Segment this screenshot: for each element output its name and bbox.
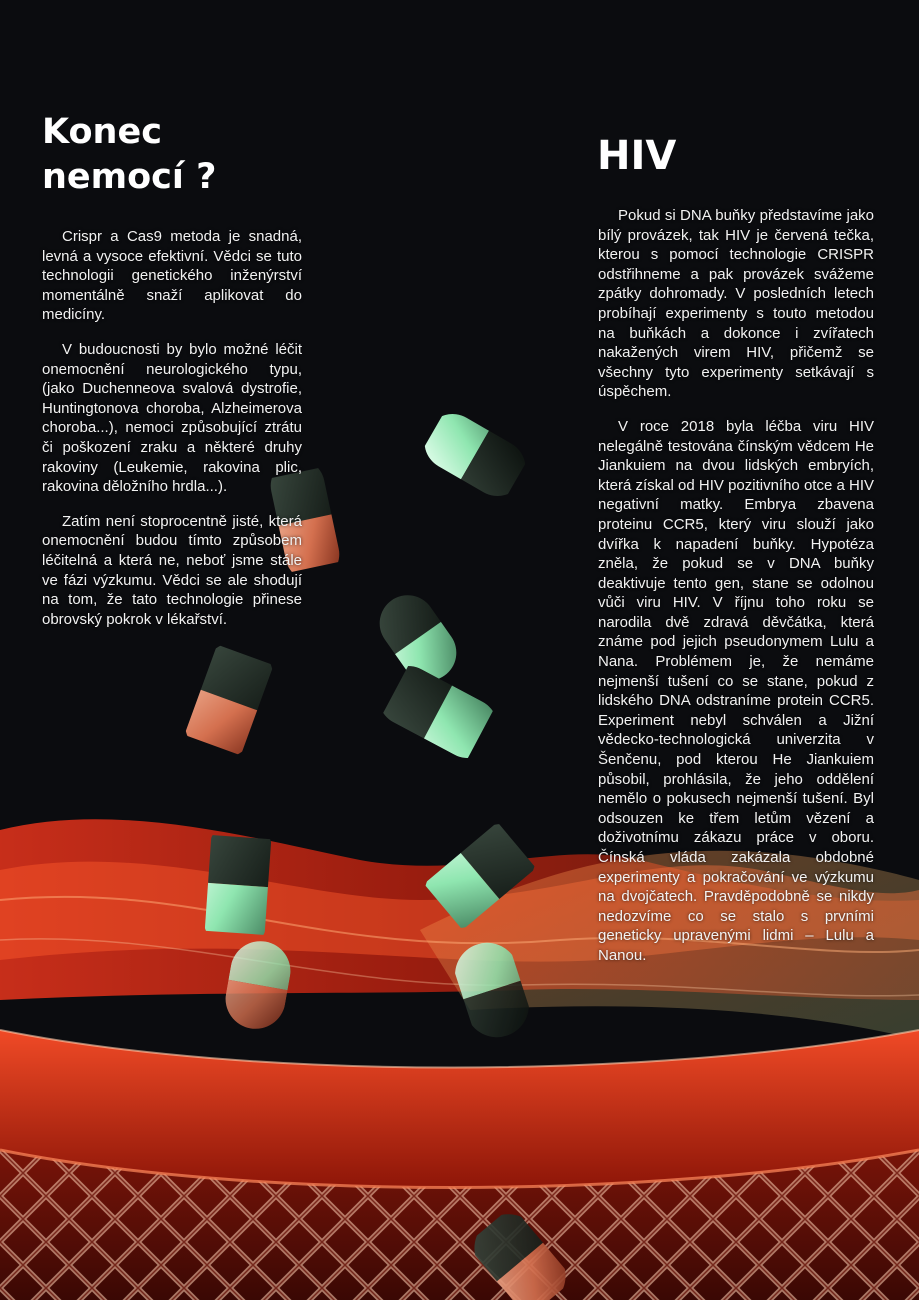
section-title-hiv: HIV <box>597 133 677 179</box>
right-paragraph-2: V roce 2018 byla léčba viru HIV nelegálně testována čínským vědcem He Jiankuiem na dvou lidských embryích, která získal od HIV pozitivního otce a HIV negativní matky. Embrya zbavena proteinu CCR5, který viru slouží jako dvířka k napadení buňky. Hypotéza zněla, že pokud se v DNA buňky deaktivuje tento gen, stane se odolnou vůči viru HIV. V říjnu toho roku se narodila dvě zdravá děvčátka, která známe pod jejich pseudonymem Lulu a Nana. Problémem je, že nemáme nejmenší tušení co se stane, pokud z lidského DNA odstraníme protein CCR5. Experiment nebyl schválen a Jižní vědecko-technologická univerzita v Šenčenu, pod kterou He Jiankuiem působil, prohlásila, že jeho oddělení nemělo o pokusech nejmenší tušení. Byl odsouzen ke třem letům vězení a doživotnímu zákazu práce v oboru. Čínská vláda zakázala obdobné experimenty a pokračování ve výzkumu na dvojčatech. Pravděpodobně se nikdy nedozvíme co se stalo s prvními geneticky upravenými lidmi – Lulu a Nanou. <box>598 417 874 964</box>
right-column <box>598 206 874 981</box>
title-line-2: nemocí ? <box>42 157 217 197</box>
left-paragraph-2: V budoucnosti by bylo možné léčit onemocnění neurologického typu, (jako Duchenneova svalová dystrofie, Huntingtonova choroba, Alzheimerova choroba...), nemoci způsobující ztrátu či poškození zraku a některé druhy rakoviny (Leukemie, rakovina plic, rakovina děložního hrdla...). <box>42 340 302 496</box>
capsule <box>175 631 284 768</box>
title-line-1: Konec <box>42 112 162 152</box>
left-paragraph-1: Crispr a Cas9 metoda je snadná, levná a vysoce efektivní. Vědci se tuto technologii genetického inženýrství momentálně snaží aplikovat do medicíny. <box>42 228 302 324</box>
right-paragraph-1: Pokud si DNA buňky představíme jako bílý provázek, tak HIV je červená tečka, kterou s pomocí technologie CRISPR odstřihneme a pak provázek svážeme zpátky dohromady. V posledních letech probíhají experimenty s touto metodou na buňkách a dokonce i zvířatech nakažených virem HIV, přičemž se všechny tyto experimenty setkávají s úspěchem. <box>598 207 874 401</box>
article-title <box>42 110 302 200</box>
left-column <box>42 227 302 644</box>
capsule <box>414 404 536 506</box>
left-paragraph-3: Zatím není stoprocentně jisté, která onemocnění budou tímto způsobem léčitelná a která ne, neboť jsme stále ve fázi výzkumu. Vědci se ale shodují na tom, že tato technologie přinese obrovský pokrok v lékařství. <box>42 512 302 628</box>
